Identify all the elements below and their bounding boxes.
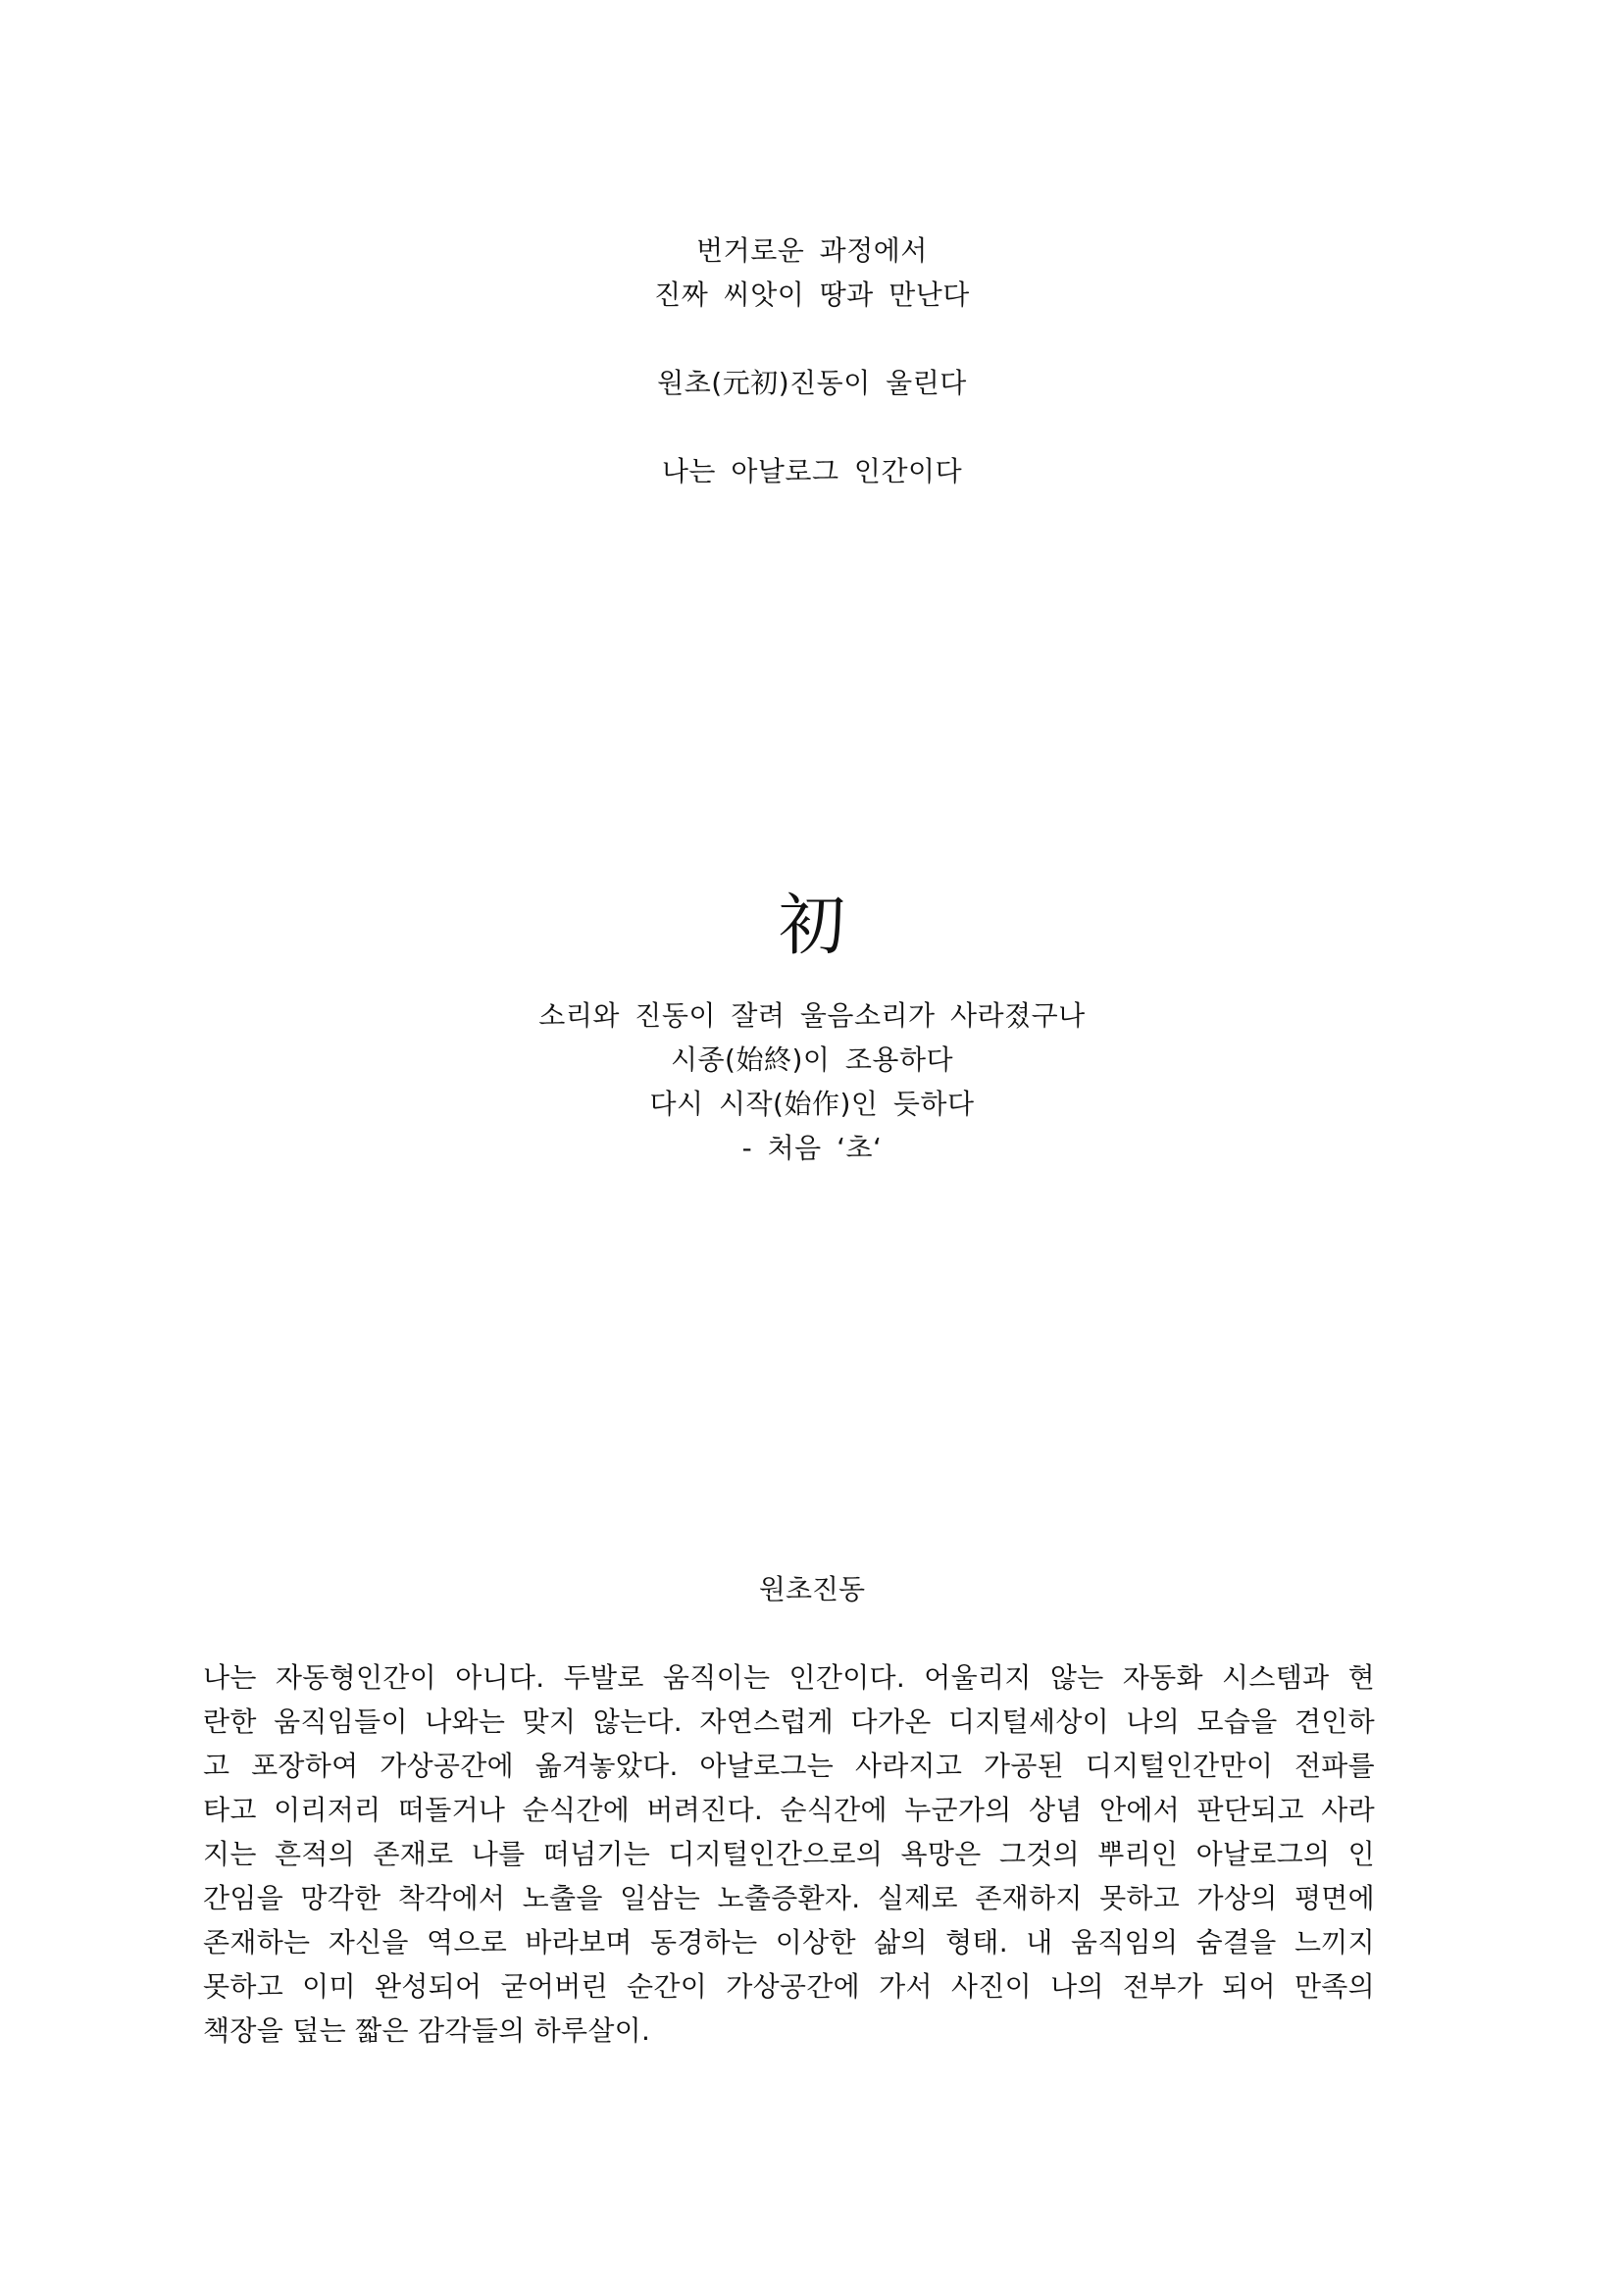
essay-line-5: 지는 흔적의 존재로 나를 떠넘기는 디지털인간으로의 욕망은 그것의 뿌리인 아날로그의 인	[203, 1838, 1375, 1870]
essay-line-3: 고 포장하여 가상공간에 옮겨놓았다. 아날로그는 사라지고 가공된 디지털인간만이 전파를	[203, 1750, 1375, 1782]
middle-line-4: - 처음 ‘초‘	[741, 1132, 883, 1164]
middle-line-2: 시종(始終)이 조용하다	[670, 1043, 954, 1076]
essay-line-6: 간임을 망각한 착각에서 노출을 일삼는 노출증환자. 실제로 존재하지 못하고 가상의 평면에	[203, 1882, 1375, 1914]
essay-line-9: 책장을 덮는 짧은 감각들의 하루살이.	[203, 2014, 651, 2047]
middle-line-1: 소리와 진동이 잘려 울음소리가 사라졌구나	[538, 999, 1086, 1032]
essay-line-7: 존재하는 자신을 역으로 바라보며 동경하는 이상한 삶의 형태. 내 움직임의 숨결을 느끼지	[203, 1926, 1375, 1958]
middle-line-3: 다시 시작(始作)인 듯하다	[649, 1088, 975, 1120]
essay-line-8: 못하고 이미 완성되어 굳어버린 순간이 가상공간에 가서 사진이 나의 전부가 되어 만족의	[203, 1970, 1375, 2003]
essay-line-2: 란한 움직임들이 나와는 맞지 않는다. 자연스럽게 다가온 디지털세상이 나의 모습을 견인하	[203, 1705, 1375, 1738]
poem-line-4: 나는 아날로그 인간이다	[661, 455, 963, 487]
essay-line-1: 나는 자동형인간이 아니다. 두발로 움직이는 인간이다. 어울리지 않는 자동화 시스템과 현	[203, 1661, 1375, 1694]
poem-line-3: 원초(元初)진동이 울린다	[657, 367, 967, 399]
poem-line-2: 진짜 씨앗이 땅과 만난다	[654, 279, 970, 311]
essay-line-4: 타고 이리저리 떠돌거나 순식간에 버려진다. 순식간에 누군가의 상념 안에서 판단되고 사라	[203, 1794, 1375, 1826]
poem-line-1: 번거로운 과정에서	[696, 234, 928, 267]
hanja-title: 初	[778, 888, 845, 965]
essay-title: 원초진동	[758, 1573, 866, 1605]
